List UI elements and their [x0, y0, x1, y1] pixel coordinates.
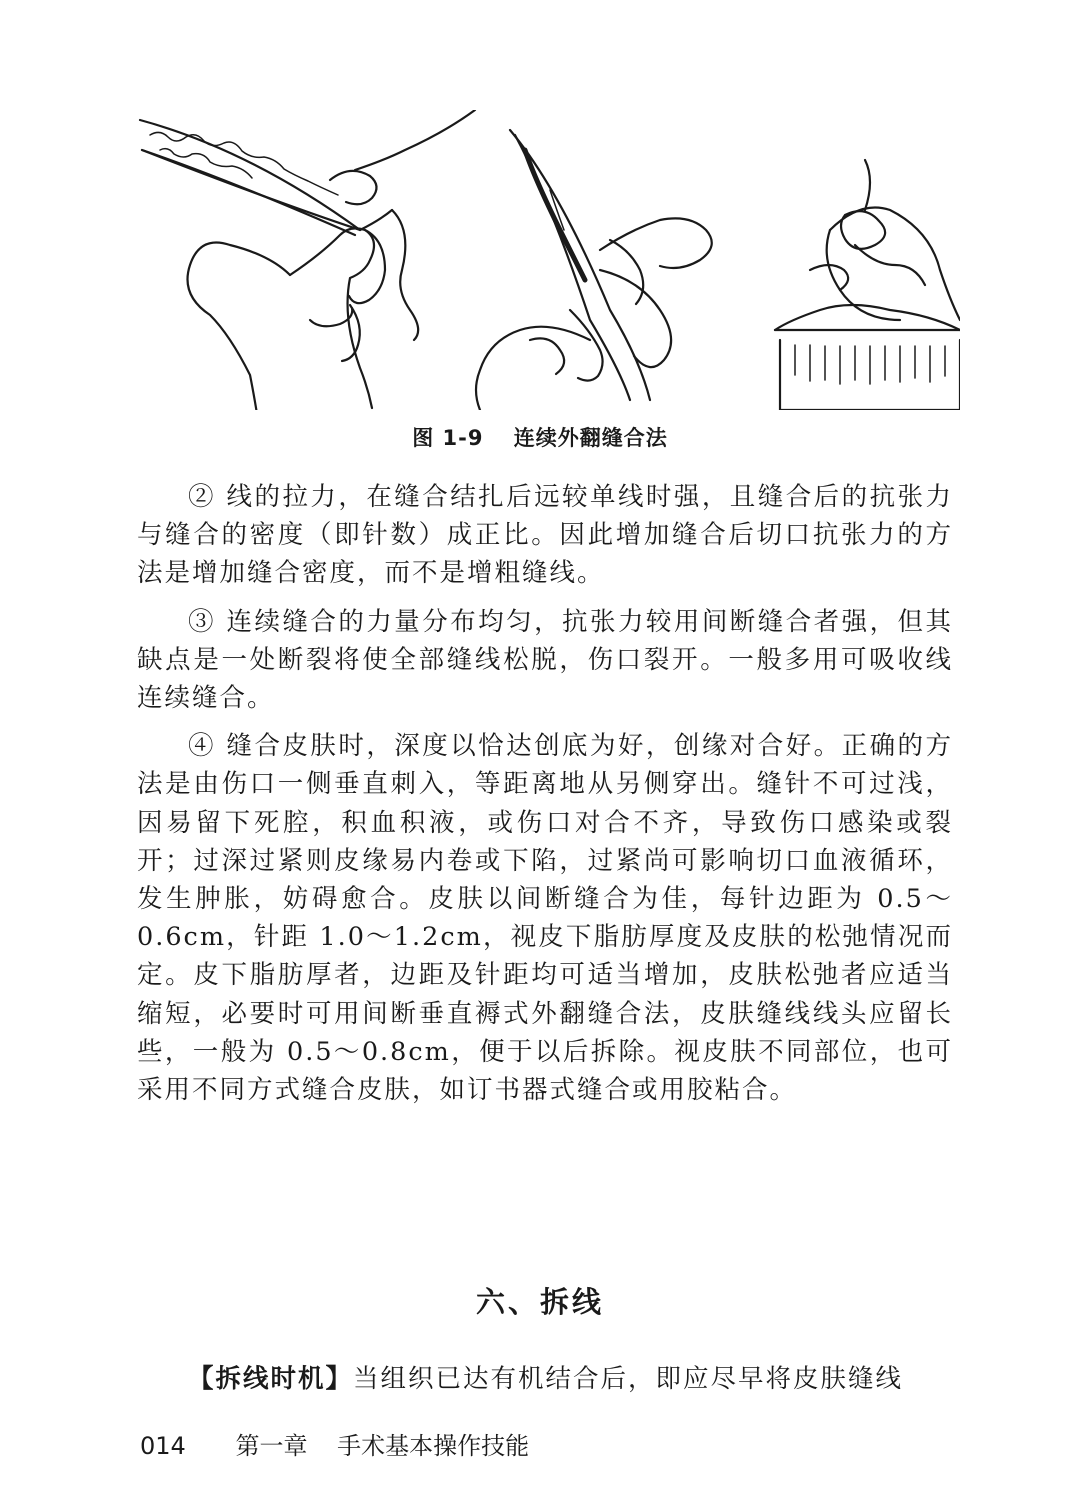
chapter-title: 手术基本操作技能: [337, 1432, 530, 1460]
paragraph-2: ② 线的拉力，在缝合结扎后远较单线时强，且缝合后的抗张力与缝合的密度（即针数）成正比。因此增加缝合后切口抗张力的方法是增加缝合密度，而不是增粗缝线。: [137, 482, 953, 589]
page-footer: [140, 1426, 529, 1461]
paragraph-label: 【拆线时机】: [188, 1364, 354, 1394]
suture-illustration: [130, 110, 960, 410]
figure-panel-2: [476, 130, 712, 410]
paragraph-4: ④ 缝合皮肤时，深度以恰达创底为好，创缘对合好。正确的方法是由伤口一侧垂直刺入，等距离地从另侧穿出。缝针不可过浅，因易留下死腔，积血积液，或伤口对合不齐，导致伤口感染或裂开；过深过紧则皮缘易内卷或下陷，过紧尚可影响切口血液循环，发生肿胀，妨碍愈合。皮肤以间断缝合为佳，每针边距为 0.5～0.6cm，针距 1.0～1.2cm，视皮下脂肪厚度及皮肤的松弛情况而定。皮下脂肪厚者，边距及针距均可适当增加，皮肤松弛者应适当缩短，必要时可用间断垂直褥式外翻缝合法，皮肤缝线线头应留长些，一般为 0.5～0.8cm，便于以后拆除。视皮肤不同部位，也可采用不同方式缝合皮肤，如订书器式缝合或用胶粘合。: [137, 731, 953, 1106]
figure-panel-3: [775, 160, 960, 410]
paragraph-text: 当组织已达有机结合后，即应尽早将皮肤缝线: [353, 1364, 904, 1394]
chapter-number: 第一章: [235, 1432, 308, 1460]
figure-caption: [0, 422, 1080, 452]
page-number: 014: [140, 1432, 186, 1460]
figure-panel-1: [140, 110, 475, 410]
body-text: [137, 478, 953, 1119]
figure-title: 连续外翻缝合法: [513, 426, 668, 450]
figure-number: 图 1-9: [412, 426, 484, 450]
section-heading: 六、拆线: [475, 1285, 604, 1319]
paragraph-suture-removal: [137, 1360, 953, 1398]
paragraph-3: ③ 连续缝合的力量分布均匀，抗张力较用间断缝合者强，但其缺点是一处断裂将使全部缝线松脱，伤口裂开。一般多用可吸收线连续缝合。: [137, 606, 953, 714]
